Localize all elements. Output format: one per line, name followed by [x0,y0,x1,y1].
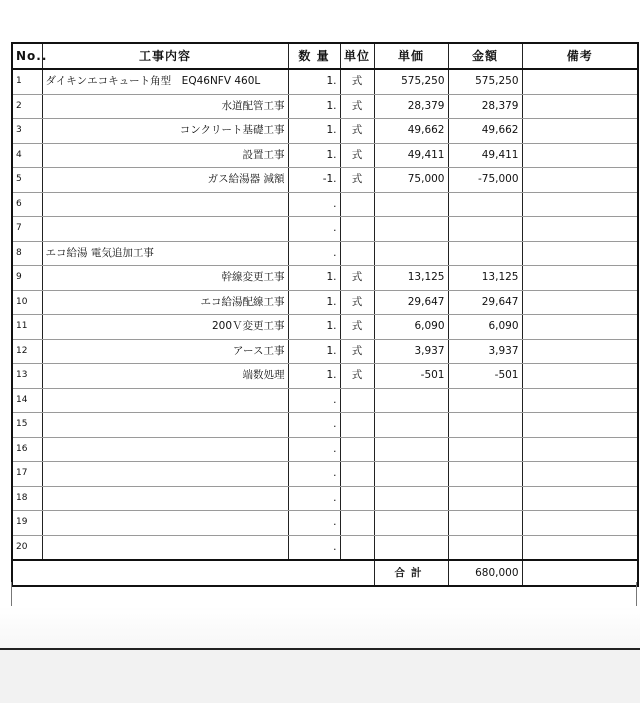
row-notes [522,217,638,242]
row-no: 19 [12,511,42,536]
row-unit-price [374,486,448,511]
table-row [12,462,638,487]
row-amount: 28,379 [448,94,522,119]
row-description: 200Ｖ変更工事 [42,315,288,340]
row-notes [522,315,638,340]
row-quantity: 1. [288,339,340,364]
row-unit [340,413,374,438]
row-unit-price [374,413,448,438]
row-unit-price [374,535,448,560]
row-description: コンクリート基礎工事 [42,119,288,144]
row-amount: 3,937 [448,339,522,364]
row-unit [340,241,374,266]
row-unit [340,192,374,217]
row-quantity: 1. [288,290,340,315]
row-notes [522,143,638,168]
row-quantity: . [288,486,340,511]
row-quantity: 1. [288,119,340,144]
table-row [12,69,638,94]
row-quantity: . [288,437,340,462]
table-row [12,217,638,242]
row-unit: 式 [340,315,374,340]
table-header-row [12,43,638,69]
row-no: 11 [12,315,42,340]
row-unit: 式 [340,143,374,168]
row-unit-price: 575,250 [374,69,448,94]
row-description [42,486,288,511]
row-quantity: -1. [288,168,340,193]
row-notes [522,119,638,144]
row-notes [522,69,638,94]
row-amount: -75,000 [448,168,522,193]
row-description: エコ給湯配線工事 [42,290,288,315]
row-amount: 29,647 [448,290,522,315]
row-unit-price [374,192,448,217]
page-edge-left [11,582,12,606]
row-no: 7 [12,217,42,242]
table-row [12,364,638,389]
row-no: 2 [12,94,42,119]
header-amount: 金額 [448,43,522,69]
row-amount [448,535,522,560]
row-no: 17 [12,462,42,487]
row-amount [448,217,522,242]
total-row [12,560,638,586]
row-unit [340,217,374,242]
row-description: 端数処理 [42,364,288,389]
row-amount [448,192,522,217]
row-amount [448,511,522,536]
row-amount [448,462,522,487]
row-notes [522,462,638,487]
row-description [42,388,288,413]
table-row [12,168,638,193]
row-unit: 式 [340,168,374,193]
total-amount: 680,000 [448,560,522,586]
row-description [42,192,288,217]
row-no: 3 [12,119,42,144]
table-row [12,94,638,119]
row-unit: 式 [340,119,374,144]
row-quantity: . [288,217,340,242]
row-quantity: 1. [288,94,340,119]
row-amount [448,241,522,266]
row-no: 12 [12,339,42,364]
row-notes [522,486,638,511]
row-amount: 13,125 [448,266,522,291]
row-quantity: 1. [288,364,340,389]
table-row [12,437,638,462]
header-unit-price: 単価 [374,43,448,69]
row-no: 13 [12,364,42,389]
row-no: 10 [12,290,42,315]
row-quantity: . [288,535,340,560]
row-unit-price: 13,125 [374,266,448,291]
row-unit-price [374,241,448,266]
row-quantity: . [288,192,340,217]
row-notes [522,535,638,560]
row-unit-price [374,462,448,487]
row-no: 5 [12,168,42,193]
row-no: 4 [12,143,42,168]
table-row [12,535,638,560]
row-unit: 式 [340,94,374,119]
row-notes [522,437,638,462]
row-unit [340,486,374,511]
row-unit-price [374,437,448,462]
row-unit: 式 [340,364,374,389]
total-label: 合計 [374,560,448,586]
row-notes [522,413,638,438]
row-unit-price: 6,090 [374,315,448,340]
row-unit-price: 3,937 [374,339,448,364]
table-row [12,192,638,217]
row-unit: 式 [340,69,374,94]
row-unit [340,437,374,462]
row-amount: 575,250 [448,69,522,94]
row-amount [448,413,522,438]
page-edge-right [636,582,637,606]
row-no: 8 [12,241,42,266]
table-row [12,266,638,291]
row-amount: 49,662 [448,119,522,144]
table-row [12,486,638,511]
row-unit-price [374,217,448,242]
row-description: アース工事 [42,339,288,364]
bottom-band [0,648,640,703]
row-unit-price [374,388,448,413]
row-notes [522,192,638,217]
row-unit-price: 49,411 [374,143,448,168]
row-description: 設置工事 [42,143,288,168]
row-quantity: . [288,413,340,438]
row-unit-price: 49,662 [374,119,448,144]
row-quantity: 1. [288,69,340,94]
row-description: ガス給湯器 減額 [42,168,288,193]
row-description: 水道配管工事 [42,94,288,119]
row-description [42,535,288,560]
row-unit-price: 29,647 [374,290,448,315]
estimate-table [11,42,639,587]
row-notes [522,94,638,119]
total-spacer [12,560,374,586]
row-unit: 式 [340,339,374,364]
row-amount: -501 [448,364,522,389]
row-amount [448,388,522,413]
row-no: 18 [12,486,42,511]
row-unit [340,388,374,413]
row-quantity: . [288,511,340,536]
row-description: エコ給湯 電気追加工事 [42,241,288,266]
row-no: 16 [12,437,42,462]
row-notes [522,241,638,266]
row-notes [522,168,638,193]
row-unit-price: 28,379 [374,94,448,119]
header-notes: 備考 [522,43,638,69]
row-quantity: 1. [288,143,340,168]
page-fade [0,606,640,648]
table-row [12,290,638,315]
table-row [12,511,638,536]
header-no: No.. [12,43,42,69]
row-unit-price: 75,000 [374,168,448,193]
row-no: 15 [12,413,42,438]
row-description: ダイキンエコキュート角型 EQ46NFV 460L [42,69,288,94]
row-quantity: . [288,388,340,413]
row-quantity: . [288,462,340,487]
row-quantity: 1. [288,315,340,340]
row-unit [340,511,374,536]
row-description [42,413,288,438]
table-row [12,241,638,266]
table-row [12,339,638,364]
row-no: 1 [12,69,42,94]
row-no: 9 [12,266,42,291]
table-body [12,69,638,560]
header-quantity: 数 量 [288,43,340,69]
row-description [42,217,288,242]
row-no: 6 [12,192,42,217]
row-notes [522,388,638,413]
row-amount: 6,090 [448,315,522,340]
row-notes [522,290,638,315]
table-row [12,143,638,168]
row-unit-price [374,511,448,536]
row-description [42,437,288,462]
row-notes [522,364,638,389]
row-unit-price: -501 [374,364,448,389]
row-quantity: 1. [288,266,340,291]
row-amount [448,486,522,511]
table-row [12,119,638,144]
row-description: 幹線変更工事 [42,266,288,291]
row-amount: 49,411 [448,143,522,168]
row-quantity: . [288,241,340,266]
row-unit: 式 [340,266,374,291]
row-unit [340,462,374,487]
row-no: 20 [12,535,42,560]
row-unit [340,535,374,560]
row-notes [522,511,638,536]
row-notes [522,339,638,364]
header-unit: 単位 [340,43,374,69]
row-no: 14 [12,388,42,413]
row-amount [448,437,522,462]
table-row [12,315,638,340]
row-description [42,511,288,536]
total-notes-cell [522,560,638,586]
row-unit: 式 [340,290,374,315]
row-notes [522,266,638,291]
header-description: 工事内容 [42,43,288,69]
row-description [42,462,288,487]
table-row [12,388,638,413]
table-row [12,413,638,438]
